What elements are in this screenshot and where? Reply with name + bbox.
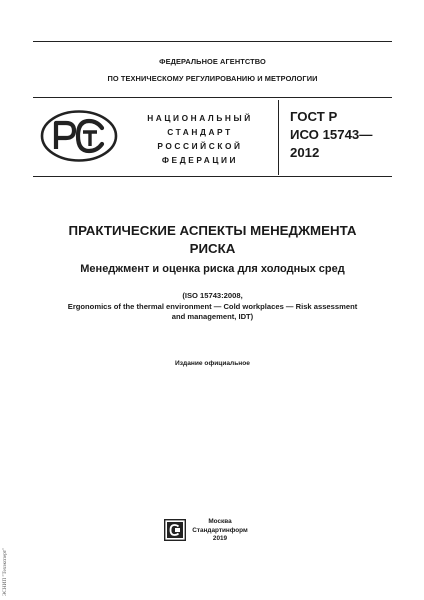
document-title (33, 222, 392, 258)
edition-label: Издание официальное (175, 360, 250, 367)
natstd-line-2: СТАНДАРТ (167, 127, 233, 137)
iso-reference-line-3: and management, IDT) (171, 312, 254, 321)
block-bottom-rule (33, 176, 392, 177)
standard-code (290, 108, 372, 162)
side-watermark: ЭСНИП "Техэксперт" (2, 547, 8, 596)
standard-code-line-3: 2012 (290, 145, 320, 160)
publisher-name: Стандартинформ (192, 526, 248, 534)
publisher-logo-icon (164, 519, 186, 541)
agency-name-line1: ФЕДЕРАЛЬНОЕ АГЕНТСТВО (159, 57, 266, 66)
top-rule (33, 41, 392, 42)
national-standard-label (130, 111, 270, 167)
standard-code-line-1: ГОСТ Р (290, 109, 338, 124)
natstd-line-4: ФЕДЕРАЦИИ (161, 155, 239, 165)
block-divider (278, 100, 279, 175)
publisher-info (192, 518, 248, 544)
title-line-1: ПРАКТИЧЕСКИЕ АСПЕКТЫ МЕНЕДЖМЕНТА (68, 223, 357, 238)
natstd-line-1: НАЦИОНАЛЬНЫЙ (147, 113, 253, 123)
iso-reference (33, 291, 392, 323)
publisher-city: Москва (208, 518, 232, 525)
standard-code-line-2: ИСО 15743— (290, 127, 373, 142)
agency-name-line2: ПО ТЕХНИЧЕСКОМУ РЕГУЛИРОВАНИЮ И МЕТРОЛОГИИ (107, 74, 318, 83)
gost-r-logo (40, 110, 118, 162)
header-bottom-rule (33, 97, 392, 98)
document-subtitle: Менеджмент и оценка риска для холодных сред (80, 263, 345, 275)
title-line-2: РИСКА (189, 241, 236, 256)
natstd-line-3: РОССИЙСКОЙ (157, 141, 243, 151)
iso-reference-line-2: Ergonomics of the thermal environment — Cold workplaces — Risk assessment (67, 301, 358, 311)
publication-year: 2019 (212, 535, 228, 542)
iso-reference-line-1: (ISO 15743:2008, (182, 291, 243, 300)
